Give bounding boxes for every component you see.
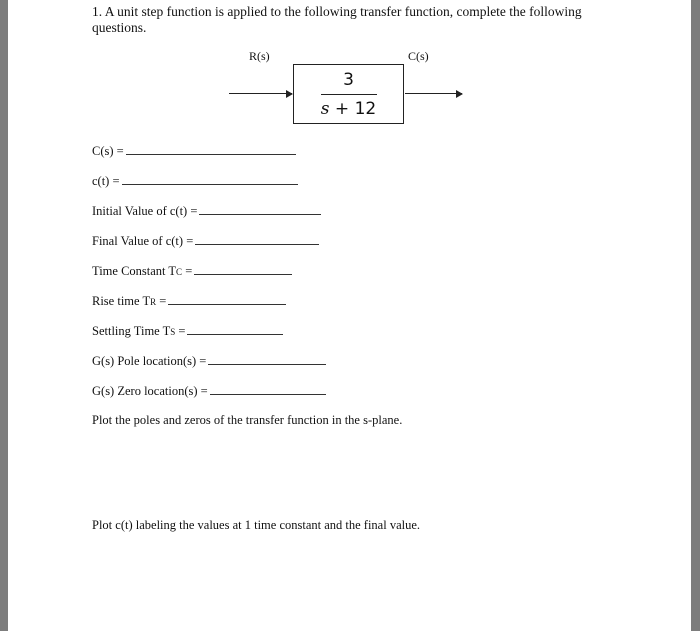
tf-denominator-constant: + 12 <box>329 99 377 120</box>
field-settling-time <box>92 324 283 339</box>
answer-blank[interactable] <box>194 264 292 275</box>
field-label: Settling Time T <box>92 324 171 338</box>
field-label: Rise time T <box>92 294 151 308</box>
answer-blank[interactable] <box>195 234 319 245</box>
plot-ct-instruction: Plot c(t) labeling the values at 1 time constant and the final value. <box>92 518 421 532</box>
answer-blank[interactable] <box>168 294 286 305</box>
plot-poles-instruction: Plot the poles and zeros of the transfer function in the s-plane. <box>92 413 403 427</box>
tf-denominator <box>294 98 403 120</box>
field-rise-time <box>92 294 286 309</box>
worksheet-page <box>8 0 691 631</box>
field-label: C(s) = <box>92 144 124 158</box>
output-signal-label: C(s) <box>408 49 429 63</box>
input-arrow <box>229 93 292 94</box>
tf-numerator: 3 <box>343 70 354 90</box>
input-signal-label: R(s) <box>249 49 270 63</box>
transfer-function-fraction <box>294 69 403 120</box>
answer-blank[interactable] <box>187 324 283 335</box>
fraction-bar <box>321 94 377 95</box>
field-final-value <box>92 234 319 248</box>
answer-blank[interactable] <box>210 384 326 395</box>
field-label: G(s) Pole location(s) = <box>92 354 207 368</box>
field-label: c(t) = <box>92 174 120 188</box>
field-ct <box>92 174 298 188</box>
field-label: Final Value of c(t) = <box>92 234 194 248</box>
field-label: Time Constant T <box>92 264 177 278</box>
output-arrow <box>405 93 462 94</box>
field-label-subscript: R <box>150 297 157 307</box>
field-initial-value <box>92 204 321 218</box>
field-zero-locations <box>92 384 326 398</box>
field-label-equals: = <box>182 264 193 278</box>
answer-blank[interactable] <box>126 144 296 155</box>
answer-blank[interactable] <box>199 204 321 215</box>
field-cs <box>92 144 296 158</box>
field-label: G(s) Zero location(s) = <box>92 384 208 398</box>
question-body: A unit step function is applied to the following transfer function, complete the following questions. <box>92 4 582 35</box>
answer-blank[interactable] <box>122 174 298 185</box>
tf-denominator-variable: s <box>320 99 330 120</box>
question-text <box>92 4 612 36</box>
field-label-equals: = <box>175 324 186 338</box>
field-time-constant <box>92 264 292 279</box>
transfer-function-block <box>293 64 404 124</box>
field-label: Initial Value of c(t) = <box>92 204 198 218</box>
field-pole-locations <box>92 354 326 368</box>
field-label-equals: = <box>156 294 167 308</box>
question-number: 1. <box>92 4 103 19</box>
answer-blank[interactable] <box>208 354 326 365</box>
field-label-subscript: S <box>170 327 176 337</box>
field-label-subscript: C <box>176 267 183 277</box>
